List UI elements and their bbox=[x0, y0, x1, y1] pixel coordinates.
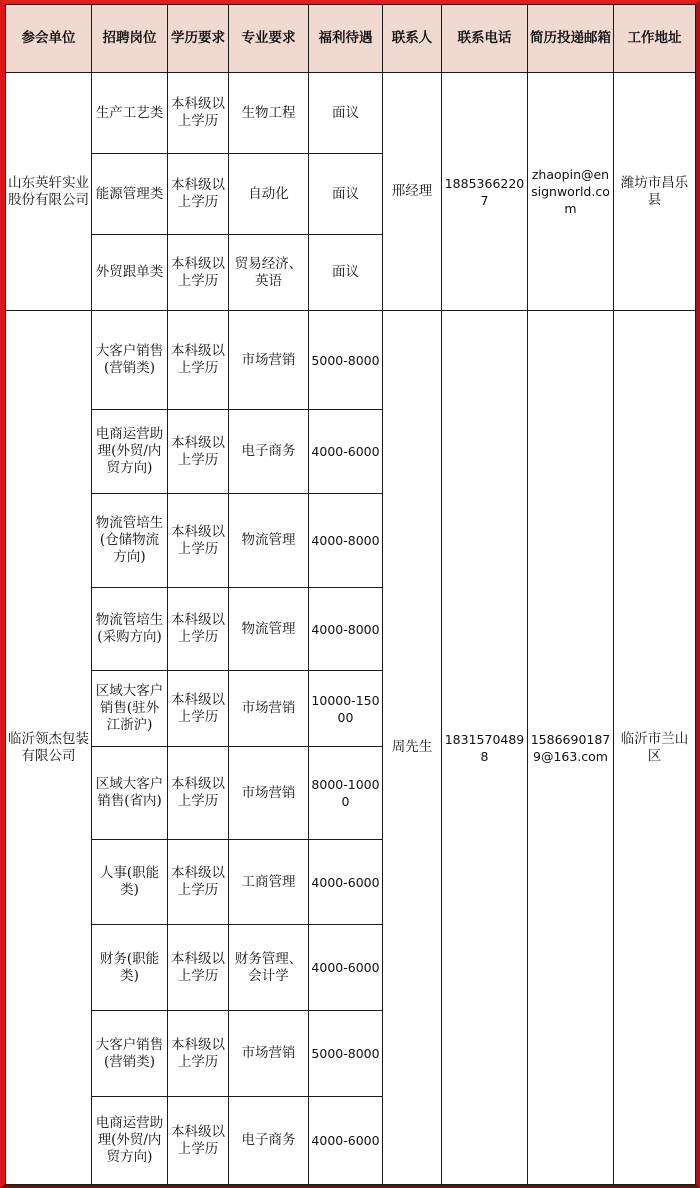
job-salary: 5000-8000 bbox=[309, 311, 383, 410]
job-major: 市场营销 bbox=[229, 747, 309, 840]
job-post: 大客户销售(营销类) bbox=[92, 311, 168, 410]
job-post: 电商运营助理(外贸/内贸方向) bbox=[92, 410, 168, 494]
job-post: 能源管理类 bbox=[92, 154, 168, 235]
resume-email[interactable]: 15866901879@163.com bbox=[528, 311, 614, 1185]
job-post: 外贸跟单类 bbox=[92, 235, 168, 311]
job-major: 物流管理 bbox=[229, 494, 309, 588]
job-education: 本科级以上学历 bbox=[168, 840, 229, 925]
job-major: 电子商务 bbox=[229, 1097, 309, 1185]
job-salary: 4000-6000 bbox=[309, 840, 383, 925]
job-post: 物流管培生(仓储物流方向) bbox=[92, 494, 168, 588]
job-education: 本科级以上学历 bbox=[168, 747, 229, 840]
job-salary: 面议 bbox=[309, 235, 383, 311]
job-salary: 4000-6000 bbox=[309, 1097, 383, 1185]
job-salary: 4000-8000 bbox=[309, 494, 383, 588]
job-post: 人事(职能类) bbox=[92, 840, 168, 925]
job-education: 本科级以上学历 bbox=[168, 410, 229, 494]
job-salary: 5000-8000 bbox=[309, 1011, 383, 1097]
work-address: 临沂市兰山区 bbox=[614, 311, 696, 1185]
job-major: 市场营销 bbox=[229, 1011, 309, 1097]
job-education: 本科级以上学历 bbox=[168, 154, 229, 235]
header-major: 专业要求 bbox=[229, 5, 309, 73]
header-education: 学历要求 bbox=[168, 5, 229, 73]
job-education: 本科级以上学历 bbox=[168, 73, 229, 154]
job-post: 生产工艺类 bbox=[92, 73, 168, 154]
header-phone: 联系电话 bbox=[442, 5, 528, 73]
job-post: 财务(职能类) bbox=[92, 925, 168, 1011]
job-post: 大客户销售(营销类) bbox=[92, 1011, 168, 1097]
job-education: 本科级以上学历 bbox=[168, 311, 229, 410]
table-row bbox=[6, 311, 696, 410]
job-salary: 8000-10000 bbox=[309, 747, 383, 840]
work-address: 潍坊市昌乐县 bbox=[614, 73, 696, 311]
contact-person: 周先生 bbox=[383, 311, 442, 1185]
job-post: 区域大客户销售(省内) bbox=[92, 747, 168, 840]
resume-email[interactable]: zhaopin@ensignworld.com bbox=[528, 73, 614, 311]
job-major: 财务管理、会计学 bbox=[229, 925, 309, 1011]
job-salary: 4000-6000 bbox=[309, 410, 383, 494]
job-major: 贸易经济、英语 bbox=[229, 235, 309, 311]
table-row bbox=[6, 73, 696, 154]
header-email: 简历投递邮箱 bbox=[528, 5, 614, 73]
job-education: 本科级以上学历 bbox=[168, 671, 229, 747]
job-salary: 面议 bbox=[309, 154, 383, 235]
job-major: 电子商务 bbox=[229, 410, 309, 494]
recruitment-table bbox=[5, 4, 696, 1185]
job-salary: 4000-8000 bbox=[309, 588, 383, 671]
header-address: 工作地址 bbox=[614, 5, 696, 73]
job-major: 市场营销 bbox=[229, 311, 309, 410]
job-education: 本科级以上学历 bbox=[168, 1011, 229, 1097]
job-post: 区域大客户销售(驻外江浙沪) bbox=[92, 671, 168, 747]
job-major: 生物工程 bbox=[229, 73, 309, 154]
job-major: 自动化 bbox=[229, 154, 309, 235]
header-salary: 福利待遇 bbox=[309, 5, 383, 73]
job-major: 物流管理 bbox=[229, 588, 309, 671]
job-salary: 面议 bbox=[309, 73, 383, 154]
job-post: 物流管培生(采购方向) bbox=[92, 588, 168, 671]
job-major: 工商管理 bbox=[229, 840, 309, 925]
job-salary: 10000-15000 bbox=[309, 671, 383, 747]
header-post: 招聘岗位 bbox=[92, 5, 168, 73]
job-education: 本科级以上学历 bbox=[168, 494, 229, 588]
company-name: 临沂领杰包装有限公司 bbox=[6, 311, 92, 1185]
header-contact: 联系人 bbox=[383, 5, 442, 73]
job-education: 本科级以上学历 bbox=[168, 925, 229, 1011]
company-name: 山东英轩实业股份有限公司 bbox=[6, 73, 92, 311]
job-education: 本科级以上学历 bbox=[168, 588, 229, 671]
job-education: 本科级以上学历 bbox=[168, 235, 229, 311]
header-row bbox=[6, 5, 696, 73]
contact-phone: 18315704898 bbox=[442, 311, 528, 1185]
contact-phone: 18853662207 bbox=[442, 73, 528, 311]
contact-person: 邢经理 bbox=[383, 73, 442, 311]
job-major: 市场营销 bbox=[229, 671, 309, 747]
job-salary: 4000-6000 bbox=[309, 925, 383, 1011]
job-post: 电商运营助理(外贸/内贸方向) bbox=[92, 1097, 168, 1185]
job-education: 本科级以上学历 bbox=[168, 1097, 229, 1185]
header-company: 参会单位 bbox=[6, 5, 92, 73]
